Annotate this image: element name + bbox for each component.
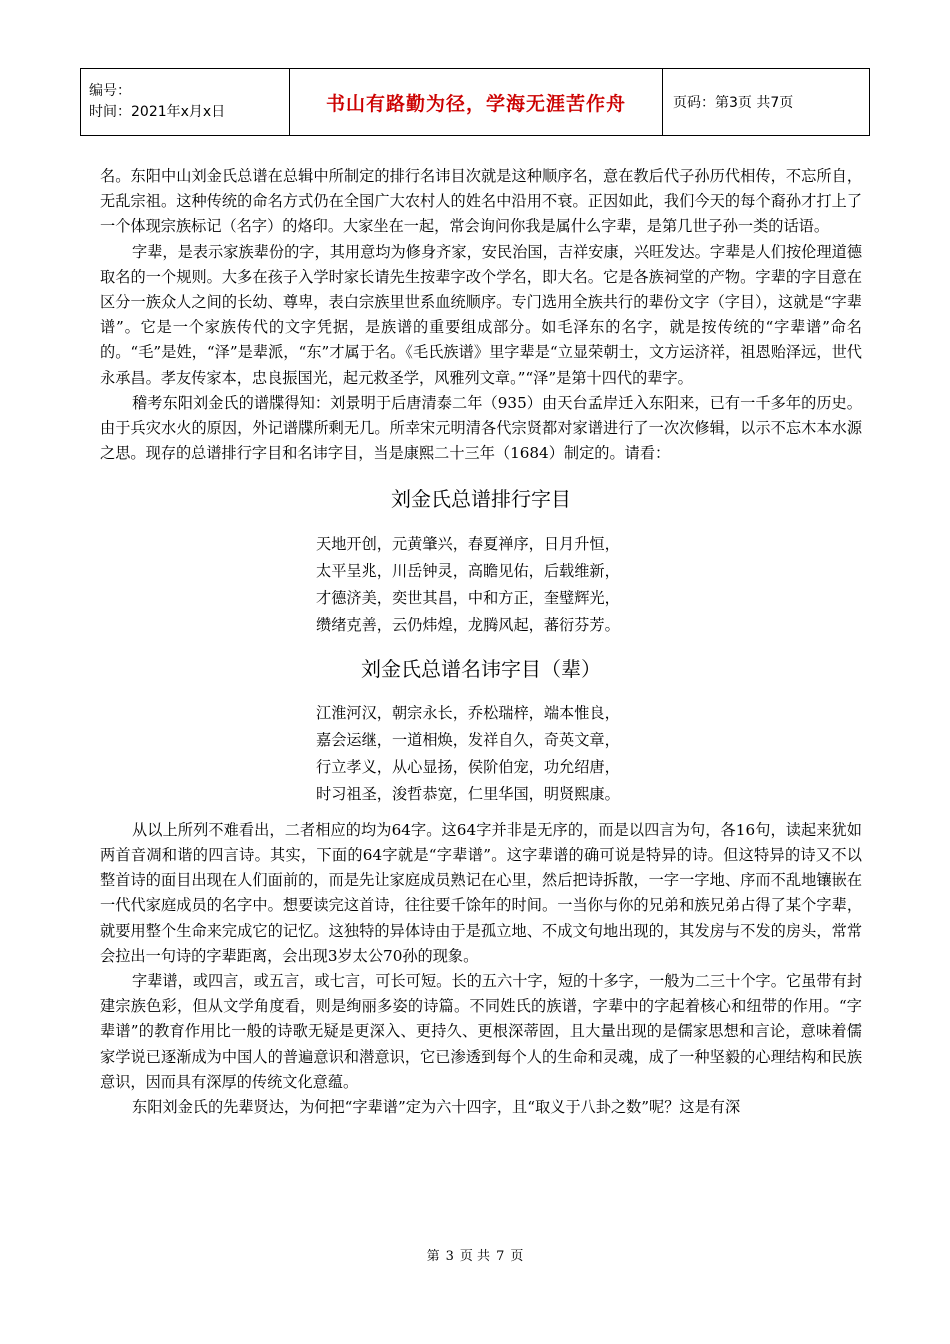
section-heading-names: 刘金氏总谱名讳字目（辈）: [361, 656, 601, 681]
footer-suffix: 页: [510, 1249, 524, 1264]
poem-names: [316, 700, 646, 808]
poem-line: 才德济美，奕世其昌，中和方正，奎璧辉光，: [316, 588, 620, 607]
poem-line: 缵绪克善，云仍炜煌，龙腾风起，蕃衍芬芳。: [316, 615, 620, 634]
poem-line: 嘉会运继，一道相焕，发祥自久，奇英文章，: [316, 730, 620, 749]
poem-line: 天地开创，元黄肇兴，春夏禅序，日月升恒，: [316, 534, 620, 553]
footer-middle: 页 共: [459, 1249, 491, 1264]
section-heading-ranking: 刘金氏总谱排行字目: [391, 487, 571, 512]
poem-line: 时习祖圣，浚哲恭宽，仁里华国，明贤熙康。: [316, 784, 620, 803]
footer-total-pages: 7: [496, 1249, 505, 1264]
footer-page-number: 3: [445, 1249, 454, 1264]
header-meta: [81, 69, 290, 136]
footer-prefix: 第: [426, 1249, 440, 1264]
paragraph-5: 字辈谱，或四言，或五言，或七言，可长可短。长的五六十字，短的十多字，一般为二三十个字。它虽带有封建宗族色彩，但从文学角度看，则是绚丽多姿的诗篇。不同姓氏的族谱，字辈中的字起着核心和纽带的作用。“字辈谱”的教育作用比一般的诗歌无疑是更深入、更持久、更根深蒂固，且大量出现的是儒家思想和言论，意味着儒家学说已逐渐成为中国人的普遍意识和潜意识，它已渗透到每个人的生命和灵魂，成了一种坚毅的心理结构和民族意识，因而具有深厚的传统文化意蕴。: [100, 972, 862, 1091]
poem-line: 太平呈兆，川岳钟灵，高瞻见佑，后载维新，: [316, 561, 620, 580]
time-label: 时间：2021年x月x日: [89, 104, 226, 120]
number-label: 编号：: [89, 83, 131, 99]
header-page-label: 页码：第3页 共7页: [663, 69, 870, 136]
poem-line: 行立孝义，从心显扬，侯阶伯宠，功允绍唐，: [316, 757, 620, 776]
header-table: [80, 68, 870, 136]
header-motto: 书山有路勤为径，学海无涯苦作舟: [290, 69, 663, 136]
poem-ranking: [316, 531, 646, 639]
page-footer: [0, 1245, 950, 1264]
poem-line: 江淮河汉，朝宗永长，乔松瑞梓，端本惟良，: [316, 703, 620, 722]
paragraph-6: 东阳刘金氏的先辈贤达，为何把“字辈谱”定为六十四字，且“取义于八卦之数”呢？这是有深: [132, 1098, 741, 1117]
paragraph-3: 稽考东阳刘金氏的谱牒得知：刘景明于后唐清泰二年（935）由天台孟岸迁入东阳来，已有一千多年的历史。由于兵灾水火的原因，外记谱牒所剩无几。所幸宋元明清各代宗贤都对家谱进行了一次次修辑，以示不忘木本水源之思。现存的总谱排行字目和名讳字目，当是康熙二十三年（1684）制定的。请看：: [100, 393, 862, 463]
paragraph-2: 字辈，是表示家族辈份的字，其用意均为修身齐家，安民治国，吉祥安康，兴旺发达。字辈是人们按伦理道德取名的一个规则。大多在孩子入学时家长请先生按辈字改个学名，即大名。它是各族祠堂的产物。字辈的字目意在区分一族众人之间的长幼、尊卑，表白宗族里世系血统顺序。专门选用全族共行的辈份文字（字目），这就是“字辈谱”。它是一个家族传代的文字凭据，是族谱的重要组成部分。如毛泽东的名字，就是按传统的“字辈谱”命名的。“毛”是姓，“泽”是辈派，“东”才属于名。《毛氏族谱》里字辈是“立显荣朝士，文方运济祥，祖恩贻泽远，世代永承昌。孝友传家本，忠良振国光，起元救圣学，风雅列文章。”“泽”是第十四代的辈字。: [100, 242, 862, 387]
paragraph-4: 从以上所列不难看出，二者相应的均为64字。这64字并非是无序的，而是以四言为句，各16句，读起来犹如两首音凋和谐的四言诗。其实，下面的64字就是“字辈谱”。这字辈谱的确可说是特异的诗。但这特异的诗又不以整首诗的面目出现在人们面前的，而是先让家庭成员熟记在心里，然后把诗拆散，一字一字地、序而不乱地镶嵌在一代代家庭成员的名字中。想要读完这首诗，往往要千馀年的时间。一当你与你的兄弟和族兄弟占得了某个字辈，就要用整个生命来完成它的记忆。这独特的异体诗由于是孤立地、不成文句地出现的，其发房与不发的房头，常常会拉出一句诗的字辈距离，会出现3岁太公70孙的现象。: [100, 820, 862, 965]
paragraph-1: 名。东阳中山刘金氏总谱在总辑中所制定的排行名讳目次就是这种顺序名，意在教后代子孙历代相传，不忘所自，无乱宗祖。这种传统的命名方式仍在全国广大农村人的姓名中沿用不衰。正因如此，我们今天的每个裔孙才打上了一个体现宗族标记（名字）的烙印。大家坐在一起，常会询问你我是属什么字辈，是第几世子孙一类的话语。: [100, 167, 862, 236]
document-body: [100, 164, 862, 1120]
